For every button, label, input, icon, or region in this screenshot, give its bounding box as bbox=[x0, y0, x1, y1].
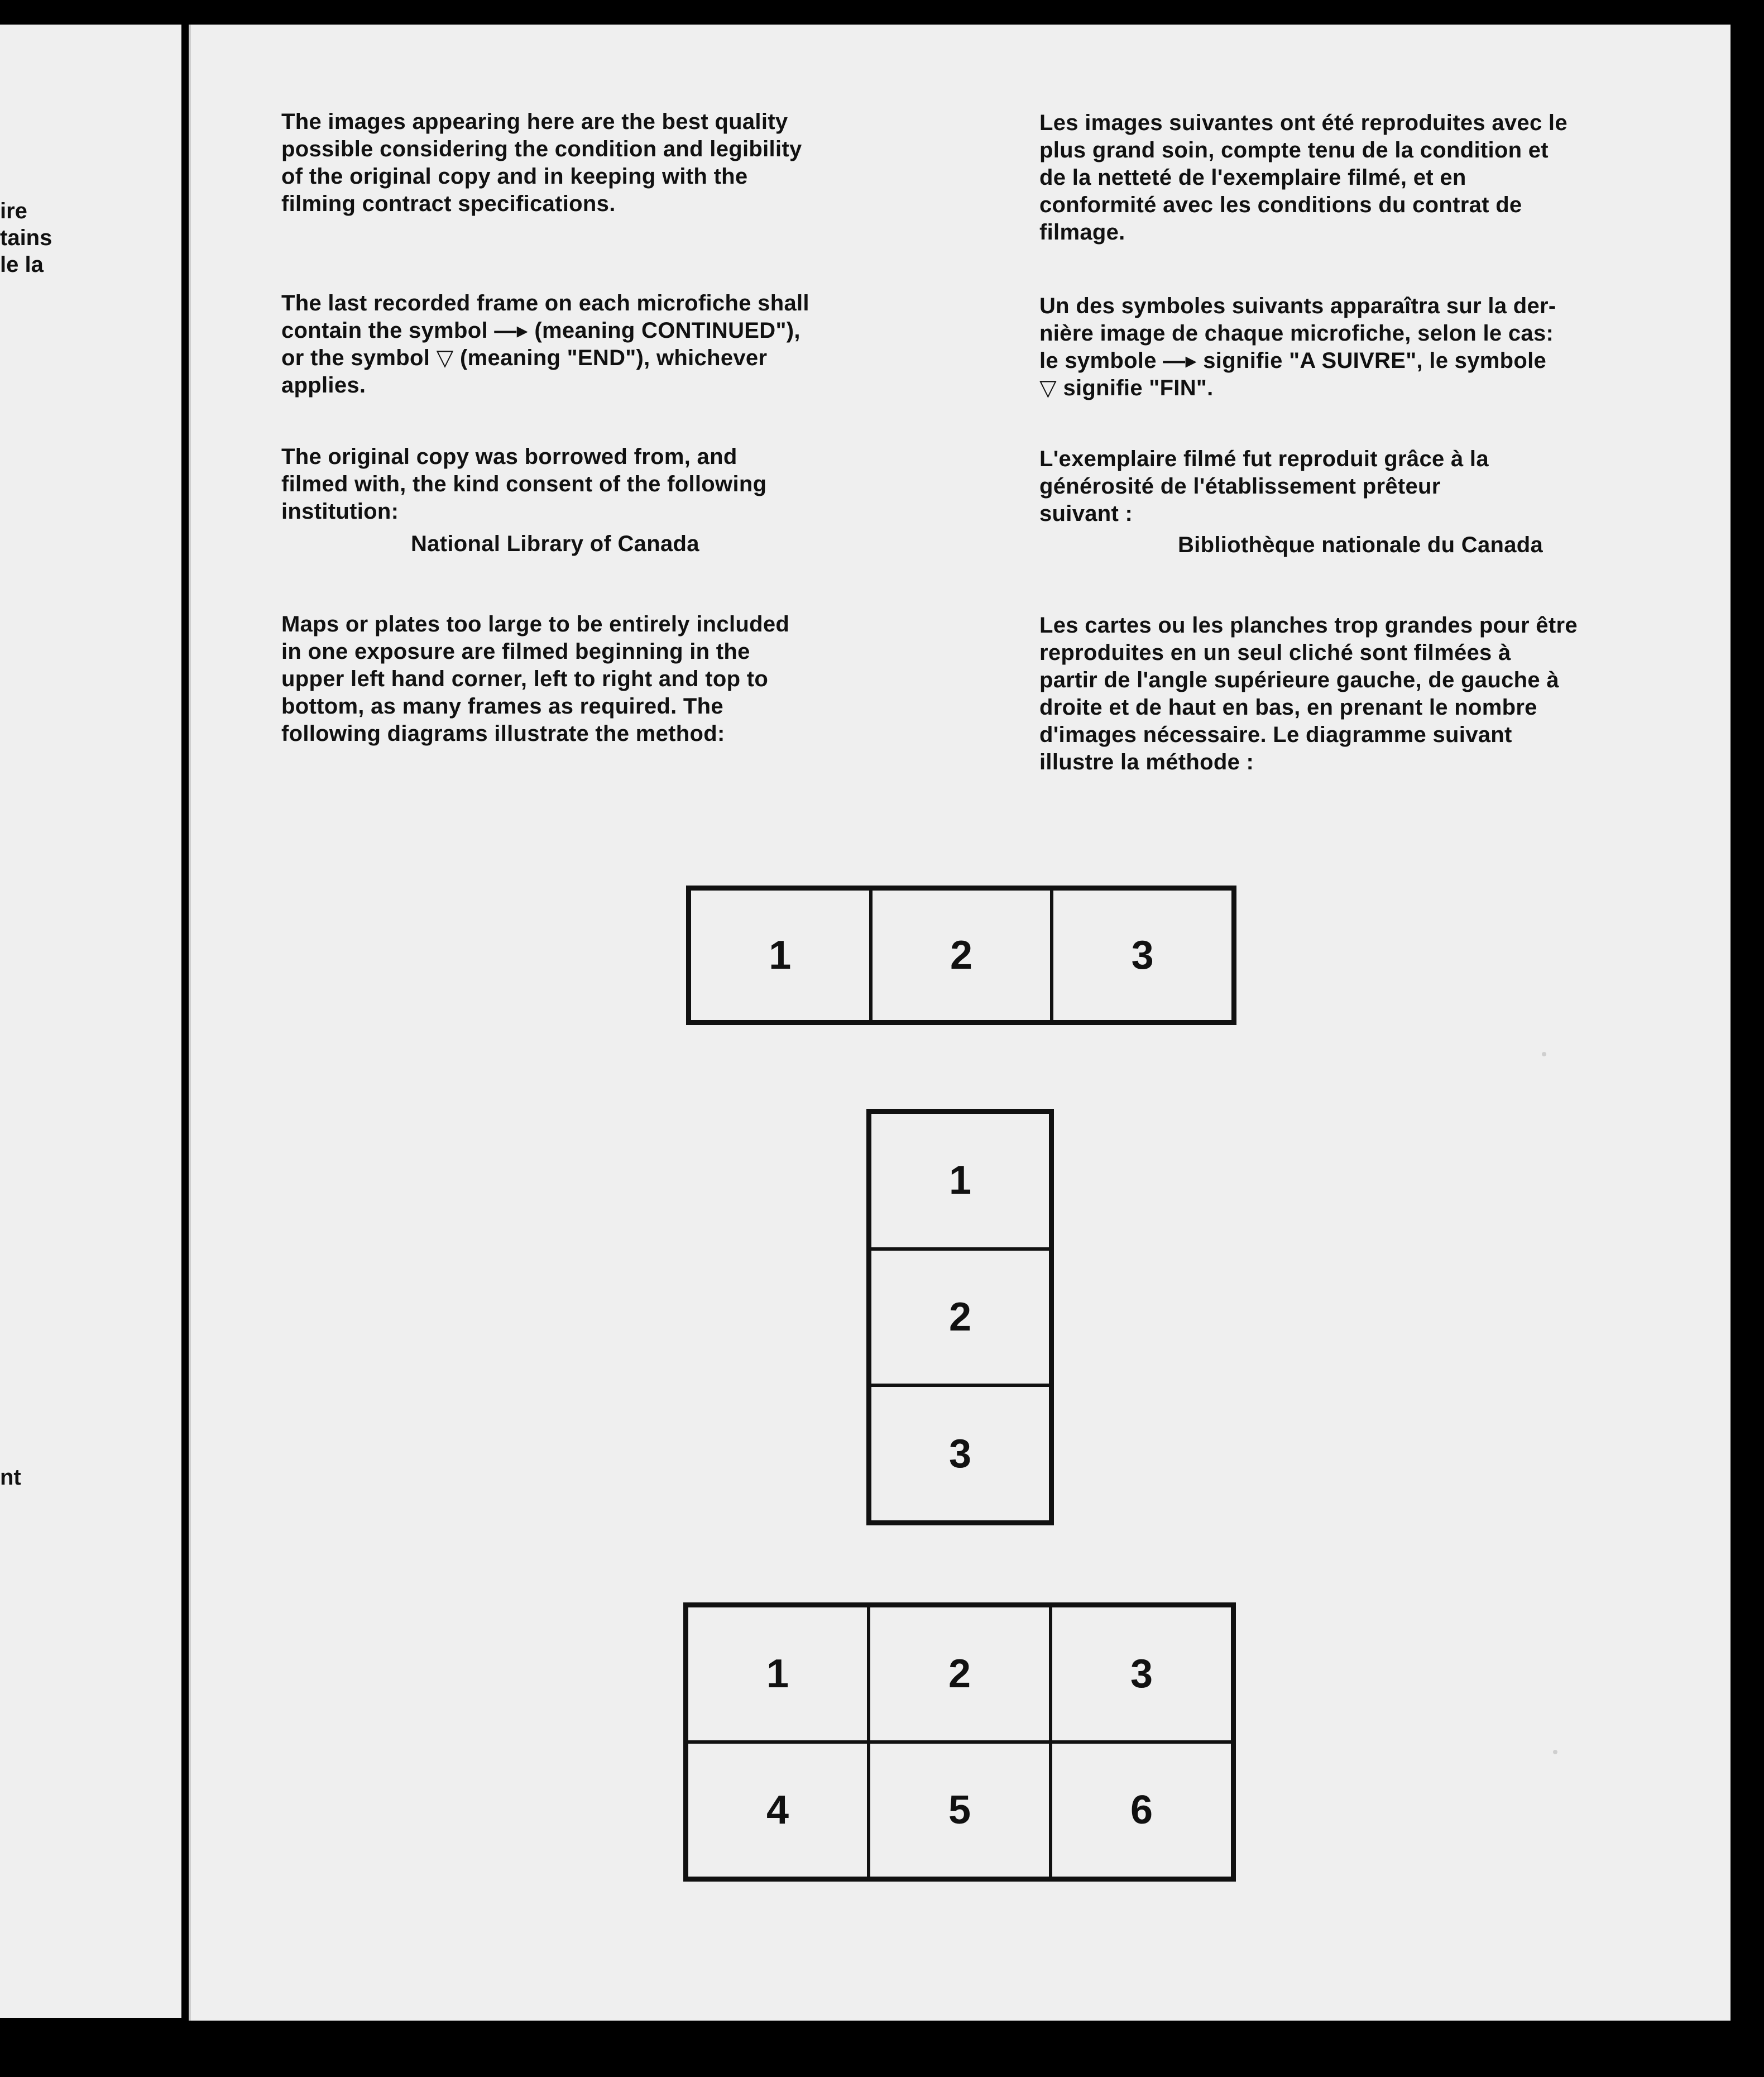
french-quality-paragraph: Les images suivantes ont été reproduites avec le plus grand soin, compte tenu de la condition et de la netteté de l'exemplaire filmé, et en conformité avec les conditions du contrat de filmage. bbox=[1039, 111, 1568, 245]
previous-page-fragment: ire bbox=[0, 199, 27, 223]
diagram-frame: 4 bbox=[687, 1742, 869, 1878]
english-institution-name: National Library of Canada bbox=[411, 532, 699, 556]
french-maps-paragraph: Les cartes ou les planches trop grandes pour être reproduites en un seul cliché sont filmées à partir de l'angle supérieure gauche, de gauche à droite et de haut en bas, en prenant le nombre d'images nécessaire. Le diagramme suivant illustre la méthode : bbox=[1039, 613, 1578, 774]
diagram-frame: 1 bbox=[689, 889, 871, 1022]
english-source-paragraph: The original copy was borrowed from, and filmed with, the kind consent of the following institution: bbox=[281, 444, 767, 524]
grid-frame-diagram bbox=[683, 1602, 1236, 1882]
english-symbol-paragraph: The last recorded frame on each microfiche shall contain the symbol —▸ (meaning CONTINUED"), or the symbol ▽ (meaning "END"), whichever applies. bbox=[281, 291, 809, 398]
diagram-frame: 1 bbox=[687, 1606, 869, 1742]
scan-speck bbox=[1542, 1052, 1546, 1056]
diagram-frame: 3 bbox=[870, 1385, 1051, 1522]
french-source-paragraph: L'exemplaire filmé fut reproduit grâce à la générosité de l'établissement prêteur suivant : bbox=[1039, 447, 1489, 526]
diagram-frame: 3 bbox=[1051, 1606, 1233, 1742]
diagram-frame: 2 bbox=[870, 1249, 1051, 1386]
diagram-frame: 6 bbox=[1051, 1742, 1233, 1878]
vertical-frame-diagram bbox=[866, 1109, 1054, 1525]
english-maps-paragraph: Maps or plates too large to be entirely included in one exposure are filmed beginning in the upper left hand corner, left to right and top to bottom, as many frames as required. The following diagrams illustrate the method: bbox=[281, 612, 790, 746]
english-quality-paragraph: The images appearing here are the best quality possible considering the condition and legibility of the original copy and in keeping with the filming contract specifications. bbox=[281, 109, 802, 216]
diagram-frame: 2 bbox=[871, 889, 1052, 1022]
main-page bbox=[189, 25, 1731, 2021]
diagram-frame: 5 bbox=[869, 1742, 1051, 1878]
french-symbol-paragraph: Un des symboles suivants apparaîtra sur la der- nière image de chaque microfiche, selon le cas: le symbole —▸ signifie "A SUIVRE", le symbole ▽ signifie "FIN". bbox=[1039, 294, 1556, 400]
previous-page-edge bbox=[0, 25, 181, 2018]
previous-page-fragment: nt bbox=[0, 1465, 21, 1490]
previous-page-fragment: tains bbox=[0, 226, 52, 250]
scan-speck bbox=[1553, 1750, 1557, 1754]
french-institution-name: Bibliothèque nationale du Canada bbox=[1178, 533, 1544, 557]
horizontal-frame-diagram bbox=[686, 886, 1236, 1025]
diagram-frame: 3 bbox=[1052, 889, 1233, 1022]
diagram-frame: 2 bbox=[869, 1606, 1051, 1742]
previous-page-fragment: le la bbox=[0, 252, 44, 277]
diagram-frame: 1 bbox=[870, 1112, 1051, 1249]
